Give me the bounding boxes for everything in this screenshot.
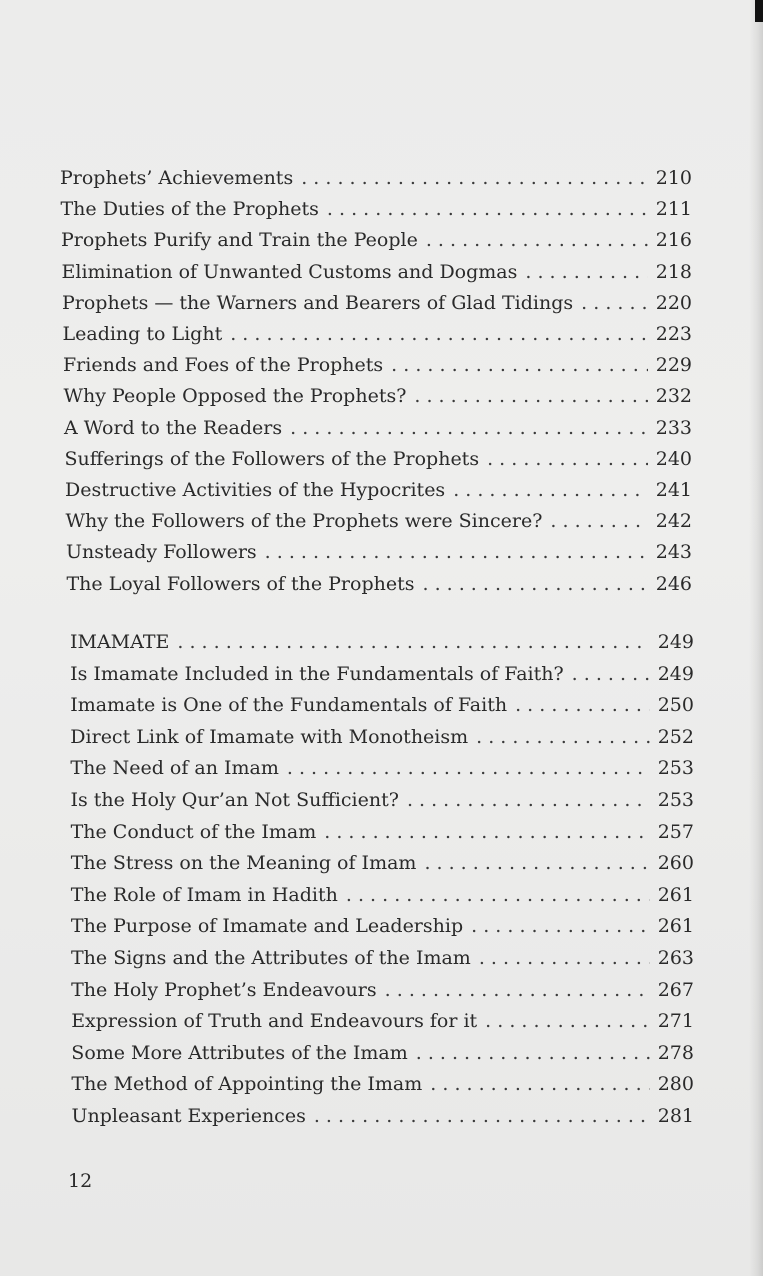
- toc-entry: [71, 977, 694, 1003]
- toc-leader-dots: [422, 571, 647, 597]
- toc-entry-page: 241: [655, 479, 692, 501]
- toc-entry: [70, 629, 694, 655]
- toc-leader-dots: [177, 629, 649, 655]
- toc-entry-title: Why the Followers of the Prophets were Sincere?: [65, 510, 543, 533]
- toc-entry: [71, 945, 694, 971]
- toc-entry-page: 220: [655, 291, 692, 314]
- toc-entry-title: IMAMATE: [70, 631, 170, 653]
- toc-leader-dots: [485, 1008, 650, 1034]
- toc-entry-title: The Stress on the Meaning of Imam: [70, 852, 417, 875]
- toc-entry-title: Expression of Truth and Endeavours for it: [71, 1010, 478, 1033]
- toc-entry: [66, 539, 692, 565]
- toc-entry-title: Direct Link of Imamate with Monotheism: [70, 725, 469, 748]
- toc-leader-dots: [327, 196, 648, 222]
- toc-leader-dots: [572, 661, 650, 687]
- toc-leader-dots: [424, 850, 649, 876]
- toc-leader-dots: [525, 259, 647, 285]
- toc-entry-title: The Need of an Imam: [70, 757, 279, 780]
- toc-entry-title: The Duties of the Prophets: [60, 198, 319, 221]
- toc-leader-dots: [550, 508, 647, 534]
- toc-leader-dots: [391, 352, 648, 378]
- toc-entry-title: Is Imamate Included in the Fundamentals of Faith?: [70, 662, 564, 685]
- toc-entry: [60, 165, 692, 191]
- toc-entry: [62, 259, 693, 285]
- toc-entry-title: Destructive Activities of the Hypocrites: [65, 479, 446, 501]
- toc-entry: [64, 415, 692, 441]
- toc-entry-page: 261: [657, 915, 694, 938]
- toc-entry: [70, 692, 694, 718]
- toc-entry: [62, 290, 692, 316]
- toc-leader-dots: [430, 1071, 649, 1097]
- toc-entry-page: 267: [657, 978, 694, 1001]
- toc-entry-page: 249: [657, 662, 694, 685]
- toc-entry: [71, 1071, 694, 1097]
- toc-leader-dots: [476, 724, 650, 750]
- toc-entry-title: A Word to the Readers: [64, 416, 283, 439]
- toc-leader-dots: [581, 290, 648, 316]
- toc-entry-page: 218: [655, 260, 692, 283]
- toc-entry-page: 250: [657, 694, 694, 717]
- toc-entry-page: 223: [655, 323, 692, 345]
- toc-entry: [65, 477, 692, 503]
- toc-entry-title: Prophets — the Warners and Bearers of Glad Tidings: [62, 291, 574, 314]
- toc-entry-page: 216: [655, 229, 692, 252]
- toc-entry-page: 261: [657, 883, 694, 906]
- toc-entry: [64, 383, 693, 409]
- toc-entry-page: 233: [655, 416, 692, 439]
- toc-entry-title: The Purpose of Imamate and Leadership: [70, 915, 464, 938]
- toc-entry: [61, 227, 692, 253]
- toc-entry-title: The Loyal Followers of the Prophets: [66, 572, 415, 595]
- toc-leader-dots: [479, 945, 650, 971]
- toc-entry: [63, 321, 693, 347]
- toc-entry-title: Imamate is One of the Fundamentals of Faith: [70, 694, 508, 717]
- toc-entry-title: Elimination of Unwanted Customs and Dogmas: [61, 260, 518, 283]
- toc-entry-page: 260: [657, 852, 694, 875]
- toc-entry-page: 240: [655, 447, 692, 470]
- toc-leader-dots: [230, 321, 648, 347]
- toc-entry: [71, 913, 694, 939]
- toc-entry-title: Friends and Foes of the Prophets: [63, 354, 384, 377]
- toc-leader-dots: [407, 787, 650, 813]
- toc-leader-dots: [290, 415, 648, 441]
- toc-entry-page: 280: [657, 1073, 694, 1096]
- toc-entry-page: 232: [655, 385, 692, 408]
- toc-entry-page: 271: [657, 1010, 694, 1033]
- toc-entry-title: Prophets Purify and Train the People: [61, 229, 418, 252]
- toc-entry-page: 257: [657, 820, 694, 843]
- toc-leader-dots: [453, 477, 648, 503]
- toc-entry: [63, 352, 692, 378]
- toc-leader-dots: [324, 819, 649, 845]
- toc-leader-dots: [287, 755, 650, 781]
- toc-entry-page: 278: [657, 1041, 694, 1064]
- toc-entry: [71, 850, 694, 876]
- toc-entry-title: Is the Holy Qur’an Not Sufficient?: [70, 789, 399, 811]
- toc-entry-title: Prophets’ Achievements: [60, 167, 294, 189]
- toc-entry-page: 243: [655, 541, 692, 564]
- toc-leader-dots: [301, 165, 648, 191]
- toc-entry-page: 281: [657, 1105, 694, 1127]
- toc-entry-title: Sufferings of the Followers of the Prophets: [64, 447, 480, 470]
- toc-entry-title: The Role of Imam in Hadith: [70, 883, 338, 906]
- toc-leader-dots: [414, 383, 647, 409]
- toc-entry-title: Unsteady Followers: [66, 541, 257, 564]
- toc-entry-page: 242: [655, 510, 692, 533]
- toc-entry-page: 229: [655, 354, 692, 377]
- toc-entry-page: 210: [655, 167, 692, 189]
- toc-entry-page: 263: [657, 947, 694, 969]
- toc-entry-title: Some More Attributes of the Imam: [71, 1041, 408, 1064]
- toc-leader-dots: [416, 1040, 650, 1066]
- toc-leader-dots: [385, 977, 650, 1003]
- toc-leader-dots: [471, 913, 650, 939]
- toc-entry: [66, 508, 693, 534]
- toc-entry: [65, 446, 693, 472]
- toc-leader-dots: [314, 1103, 650, 1129]
- toc-entry-title: The Signs and the Attributes of the Imam: [71, 947, 471, 969]
- toc-leader-dots: [515, 692, 650, 718]
- toc-entry-title: Leading to Light: [62, 323, 223, 345]
- toc-entry-title: The Conduct of the Imam: [70, 820, 317, 843]
- toc-entry-page: 252: [657, 725, 694, 748]
- toc-entry-title: Why People Opposed the Prophets?: [63, 385, 407, 408]
- toc-entry: [61, 196, 693, 222]
- toc-entry: [71, 1008, 694, 1034]
- toc-entry: [67, 571, 693, 597]
- toc-entry: [70, 724, 694, 750]
- toc-entry: [71, 787, 695, 813]
- page-number: 12: [68, 1170, 93, 1192]
- toc-entry-page: 253: [657, 757, 694, 780]
- toc-leader-dots: [346, 882, 650, 908]
- toc-entry-title: The Holy Prophet’s Endeavours: [71, 978, 377, 1001]
- toc-entry: [70, 661, 694, 687]
- toc-entry-title: The Method of Appointing the Imam: [71, 1073, 423, 1096]
- toc-entry-page: 253: [657, 789, 694, 811]
- toc-entry-page: 246: [655, 572, 692, 595]
- toc-entry: [71, 819, 694, 845]
- toc-leader-dots: [426, 227, 648, 253]
- toc-leader-dots: [265, 539, 648, 565]
- toc-entry: [71, 882, 694, 908]
- toc-entry-page: 249: [657, 631, 694, 653]
- toc-entry-title: Unpleasant Experiences: [71, 1105, 306, 1127]
- toc-entry: [71, 1040, 694, 1066]
- toc-entry-page: 211: [655, 198, 692, 221]
- toc-entry: [70, 755, 694, 781]
- toc-entry: [72, 1103, 695, 1129]
- toc-leader-dots: [487, 446, 648, 472]
